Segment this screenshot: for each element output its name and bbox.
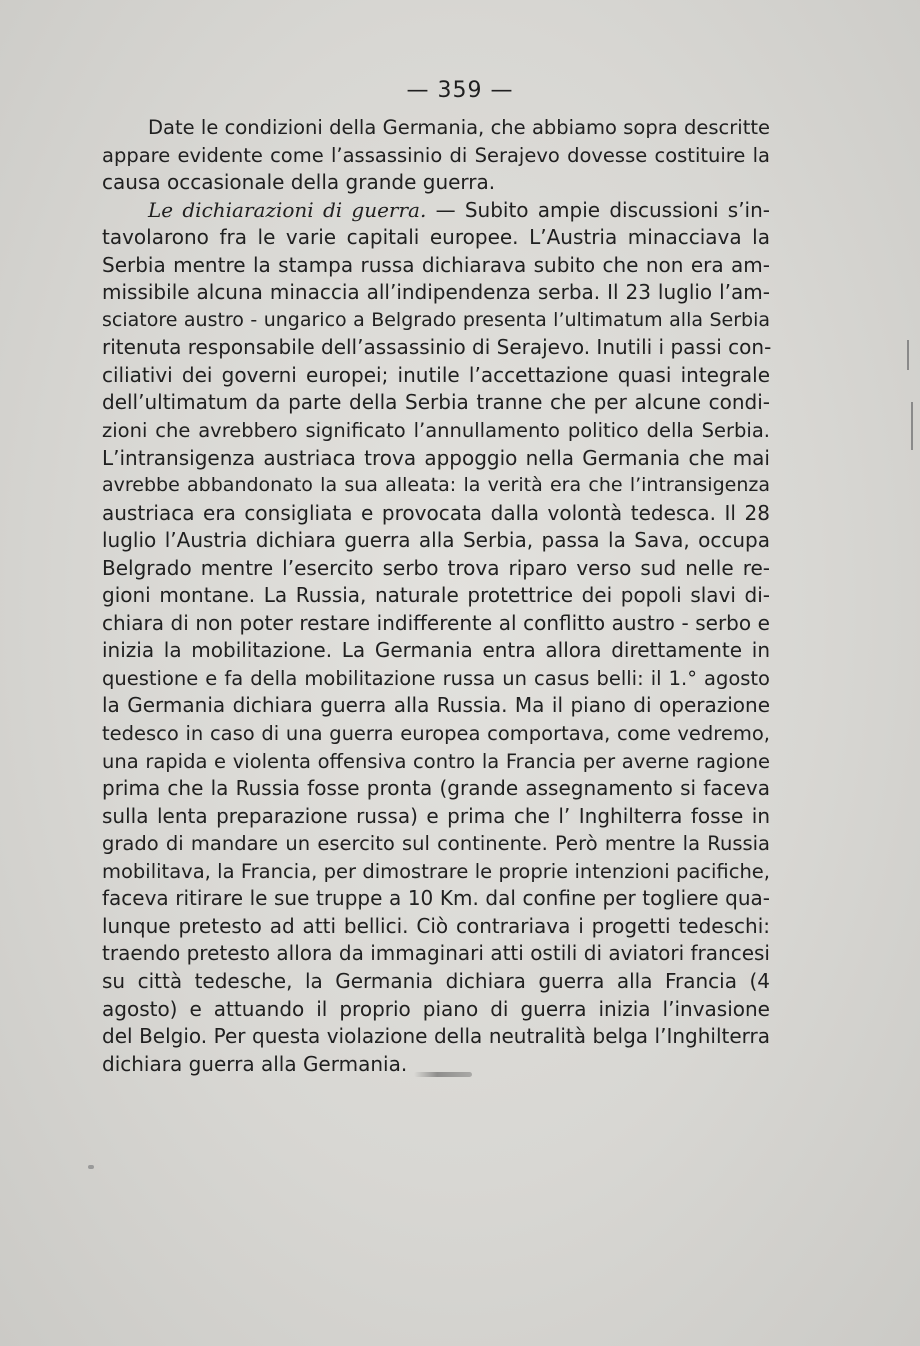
text-line	[102, 913, 770, 941]
text-line	[102, 142, 770, 170]
line-text: chiara di non poter restare indifferente al conflitto austro - serbo e	[102, 610, 770, 635]
text-line	[102, 445, 770, 473]
line-text: lunque pretesto ad atti bellici. Ciò contrariava i progetti tedeschi:	[102, 913, 770, 938]
line-text: austriaca era consigliata e provocata dalla volontà tedesca. Il 28	[102, 500, 770, 525]
text-line	[102, 748, 770, 776]
text-line	[102, 224, 770, 252]
page-number: — 359 —	[406, 78, 514, 103]
line-text: la Germania dichiara guerra alla Russia. Ma il piano di operazione	[102, 693, 770, 718]
line-text: agosto) e attuando il proprio piano di guerra inizia l’invasione	[102, 996, 770, 1021]
text-line	[102, 692, 770, 720]
margin-mark	[911, 402, 913, 450]
line-text: tedesco in caso di una guerra europea comportava, come vedremo,	[102, 722, 770, 746]
line-text: ritenuta responsabile dell’assassinio di Serajevo. Inutili i passi con-	[102, 335, 772, 360]
line-text: missibile alcuna minaccia all’indipendenza serba. Il 23 luglio l’am-	[102, 280, 770, 305]
line-text: sulla lenta preparazione russa) e prima che l’ Inghilterra fosse in	[102, 803, 770, 828]
text-line	[102, 1023, 770, 1051]
text-line	[102, 114, 770, 142]
line-text: traendo pretesto allora da immaginari atti ostili di aviatori francesi	[102, 941, 770, 966]
line-text: mobilitava, la Francia, per dimostrare le proprie intenzioni pacifiche,	[102, 859, 770, 883]
text-line	[102, 362, 770, 390]
text-line	[102, 996, 770, 1024]
text-line	[102, 940, 770, 968]
text-line	[102, 968, 770, 996]
margin-mark	[907, 340, 909, 370]
line-text: prima che la Russia fosse pronta (grande assegnamento si faceva	[102, 776, 770, 801]
section-heading: Le dichiarazioni di guerra.	[148, 197, 427, 222]
text-line	[102, 527, 770, 555]
text-line	[102, 169, 770, 197]
line-text: su città tedesche, la Germania dichiara guerra alla Francia (4	[102, 968, 770, 993]
text-line	[102, 472, 770, 500]
text-line	[102, 307, 770, 335]
text-line	[102, 665, 770, 693]
text-line	[102, 830, 770, 858]
text-line	[102, 555, 770, 583]
line-text: gioni montane. La Russia, naturale protettrice dei popoli slavi di-	[102, 583, 770, 608]
text-line	[102, 637, 770, 665]
line-text: Date le condizioni della Germania, che abbiamo sopra descritte	[148, 116, 770, 139]
line-text: sciatore austro - ungarico a Belgrado presenta l’ultimatum alla Serbia	[102, 308, 770, 331]
paper-speck	[88, 1165, 94, 1169]
line-text: del Belgio. Per questa violazione della neutralità belga l’Inghilterra	[102, 1024, 770, 1049]
line-text: dichiara guerra alla Germania.	[102, 1051, 408, 1076]
text-line	[102, 252, 770, 280]
text-line	[102, 582, 770, 610]
text-line	[102, 334, 770, 362]
line-text: tavolarono fra le varie capitali europee. L’Austria minacciava la	[102, 225, 770, 250]
line-text: grado di mandare un esercito sul continente. Però mentre la Russia	[102, 832, 770, 856]
line-text: avrebbe abbandonato la sua alleata: la verità era che l’intransigenza	[102, 474, 770, 497]
text-line	[102, 279, 770, 307]
line-text: causa occasionale della grande guerra.	[102, 170, 496, 195]
line-text: una rapida e violenta offensiva contro la Francia per averne ragione	[102, 749, 770, 773]
line-text: questione e fa della mobilitazione russa un casus belli: il 1.° agosto	[102, 666, 770, 690]
line-text: — Subito ampie discussioni s’in-	[426, 197, 770, 222]
text-line	[102, 775, 770, 803]
text-line	[102, 885, 770, 913]
body-text	[102, 114, 770, 1078]
text-line	[102, 858, 770, 886]
line-text: appare evidente come l’assassinio di Serajevo dovesse costituire la	[102, 143, 770, 167]
text-line	[102, 417, 770, 445]
text-line	[102, 610, 770, 638]
line-text: inizia la mobilitazione. La Germania entra allora direttamente in	[102, 638, 770, 663]
line-text: luglio l’Austria dichiara guerra alla Serbia, passa la Sava, occupa	[102, 528, 770, 553]
text-line	[102, 720, 770, 748]
line-text: ciliativi dei governi europei; inutile l’accettazione quasi integrale	[102, 362, 770, 387]
text-line	[102, 197, 770, 225]
text-line	[102, 803, 770, 831]
line-text: L’intransigenza austriaca trova appoggio nella Germania che mai	[102, 445, 770, 470]
line-text: Serbia mentre la stampa russa dichiarava subito che non era am-	[102, 252, 770, 277]
line-text: dell’ultimatum da parte della Serbia tranne che per alcune condi-	[102, 390, 770, 415]
line-text: zioni che avrebbero significato l’annullamento politico della Serbia.	[102, 419, 770, 443]
ink-smudge	[414, 1072, 472, 1077]
line-text: Belgrado mentre l’esercito serbo trova riparo verso sud nelle re-	[102, 555, 770, 580]
text-line	[102, 389, 770, 417]
text-line	[102, 500, 770, 528]
line-text: faceva ritirare le sue truppe a 10 Km. dal confine per togliere qua-	[102, 886, 770, 911]
